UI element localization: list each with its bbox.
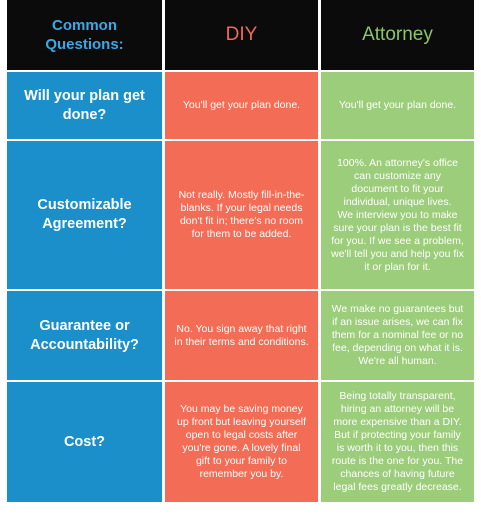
diy-answer-guarantee: No. You sign away that right in their terms and conditions. [165, 291, 318, 380]
question-cost: Cost? [7, 382, 162, 502]
header-questions-label: Common Questions: [45, 17, 124, 53]
question-guarantee: Guarantee or Accountability? [7, 291, 162, 380]
header-attorney-label: Attorney [362, 24, 433, 45]
header-questions-cell [7, 0, 162, 70]
header-attorney-cell [321, 0, 474, 70]
diy-answer-customizable: Not really. Mostly fill-in-the- blanks. If your legal needs don't fit in; there's no room for them to be added. [165, 141, 318, 289]
attorney-answer-plan-done: You'll get your plan done. [321, 72, 474, 139]
attorney-answer-guarantee: We make no guarantees but if an issue arises, we can fix them for a nominal fee or no fee, depending on what it is. We're all human. [321, 291, 474, 380]
diy-answer-cost: You may be saving money up front but leaving yourself open to legal costs after you're gone. A lovely final gift to your family to remember you by. [165, 382, 318, 502]
diy-answer-plan-done: You'll get your plan done. [165, 72, 318, 139]
comparison-table [7, 0, 474, 506]
header-diy-cell [165, 0, 318, 70]
question-plan-done: Will your plan get done? [7, 72, 162, 139]
question-customizable: Customizable Agreement? [7, 141, 162, 289]
attorney-answer-customizable: 100%. An attorney's office can customize any document to fit your individual, unique lives. We interview you to make sure your plan is the best fit for you. If we see a problem, we'll tell you and help you fix it or plan for it. [321, 141, 474, 289]
header-diy-label: DIY [225, 24, 258, 45]
attorney-answer-cost: Being totally transparent, hiring an attorney will be more expensive than a DIY. But if protecting your family is worth it to you, then this route is the one for you. The chances of having future legal fees greatly decrease. [321, 382, 474, 502]
